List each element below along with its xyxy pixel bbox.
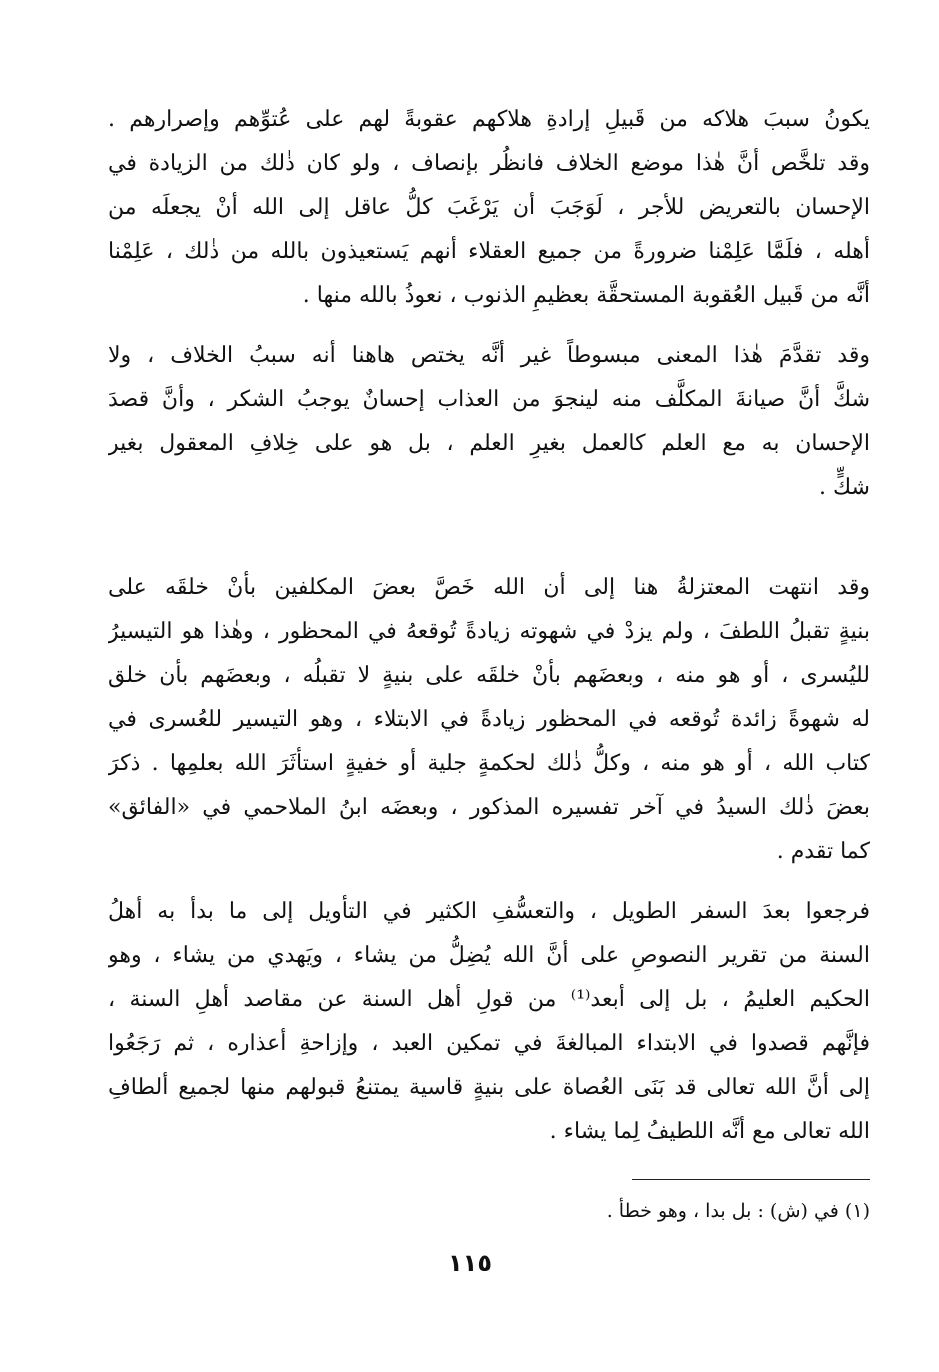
- text-line: الإحسان بالتعريض للأجر ، لَوَجَبَ أن يَرْغَبَ كلُّ عاقل إلى الله أنْ يجعلَه من: [108, 195, 870, 220]
- text-line: يكونُ سببَ هلاكه من قَبيلِ إرادةِ هلاكهم عقوبةً لهم على عُتوِّهم وإصرارهم .: [108, 107, 870, 132]
- text-line: كما تقدم .: [776, 839, 870, 864]
- text-line: الحكيم العليمُ ، بل إلى أبعد⁽¹⁾ من قولِ أهل السنة عن مقاصد أهلِ السنة ،: [108, 987, 870, 1012]
- text-line: أهله ، فلَمَّا عَلِمْنا ضرورةً من جميع العقلاء أنهم يَستعيذون بالله من ذٰلك ، عَلِمْنا: [108, 239, 870, 264]
- text-line: شكَّ أنَّ صيانةَ المكلَّف منه لينجوَ من العذاب إحسانٌ يوجبُ الشكر ، وأنَّ قصدَ: [108, 387, 870, 412]
- paragraph: [108, 98, 870, 318]
- footnote: (١) في (ش) : بل بدا ، وهو خطأ .: [606, 1200, 870, 1222]
- page-number: ١١٥: [448, 1249, 492, 1277]
- text-line: وقد تقدَّمَ هٰذا المعنى مبسوطاً غير أنَّه يختص هاهنا أنه سببُ الخلاف ، ولا: [108, 343, 870, 368]
- paragraph: [108, 890, 870, 1154]
- text-line: كتاب الله ، أو هو منه ، وكلُّ ذٰلك لحكمةٍ جلية أو خفيةٍ استأثَرَ الله بعلمِها . ذكرَ: [108, 751, 870, 776]
- text-line: بعضَ ذٰلك السيدُ في آخر تفسيره المذكور ، وبعضَه ابنُ الملاحمي في «الفائق»: [108, 795, 870, 820]
- text-line: فرجعوا بعدَ السفر الطويل ، والتعسُّفِ الكثير في التأويل إلى ما بدأ به أهلُ: [108, 899, 870, 924]
- paragraph: [108, 334, 870, 510]
- text-line: إلى أنَّ الله تعالى قد بَنَى العُصاة على بنيةٍ قاسية يمتنعُ قبولهم منها لجميع ألطافِ: [108, 1075, 870, 1100]
- paragraph: [108, 566, 870, 874]
- text-line: الله تعالى مع أنَّه اللطيفُ لِما يشاء .: [549, 1119, 870, 1144]
- text-line: السنة من تقرير النصوصِ على أنَّ الله يُضِلُّ من يشاء ، ويَهدي من يشاء ، وهو: [108, 943, 870, 968]
- text-line: وقد تلخَّص أنَّ هٰذا موضع الخلاف فانظُر بإنصاف ، ولو كان ذٰلك من الزيادة في: [108, 151, 870, 176]
- text-line: لليُسرى ، أو هو منه ، وبعضَهم بأنْ خلقَه على بنيةٍ لا تقبلُه ، وبعضَهم بأن خلق: [108, 663, 870, 688]
- text-line: له شهوةً زائدة تُوقعه في المحظور زيادةً في الابتلاء ، وهو التيسير للعُسرى في: [108, 707, 870, 732]
- footnote-divider: [632, 1179, 870, 1180]
- text-line: أنَّه من قَبيل العُقوبة المستحقَّة بعظيمِ الذنوب ، نعوذُ بالله منها .: [302, 283, 870, 308]
- text-line: الإحسان به مع العلم كالعمل بغيرِ العلم ، بل هو على خِلافِ المعقول بغير: [108, 431, 870, 456]
- text-line: بنيةٍ تقبلُ اللطفَ ، ولم يزدْ في شهوته زيادةً تُوقعهُ في المحظور ، وهٰذا هو التيسيرُ: [108, 619, 870, 644]
- text-line: شكٍّ .: [819, 475, 870, 500]
- text-line: وقد انتهت المعتزلةُ هنا إلى أن الله خَصَّ بعضَ المكلفين بأنْ خلقَه على: [108, 575, 870, 600]
- text-line: فإنَّهم قصدوا في الابتداء المبالغةَ في تمكين العبد ، وإزاحةِ أعذاره ، ثم رَجَعُوا: [108, 1031, 870, 1056]
